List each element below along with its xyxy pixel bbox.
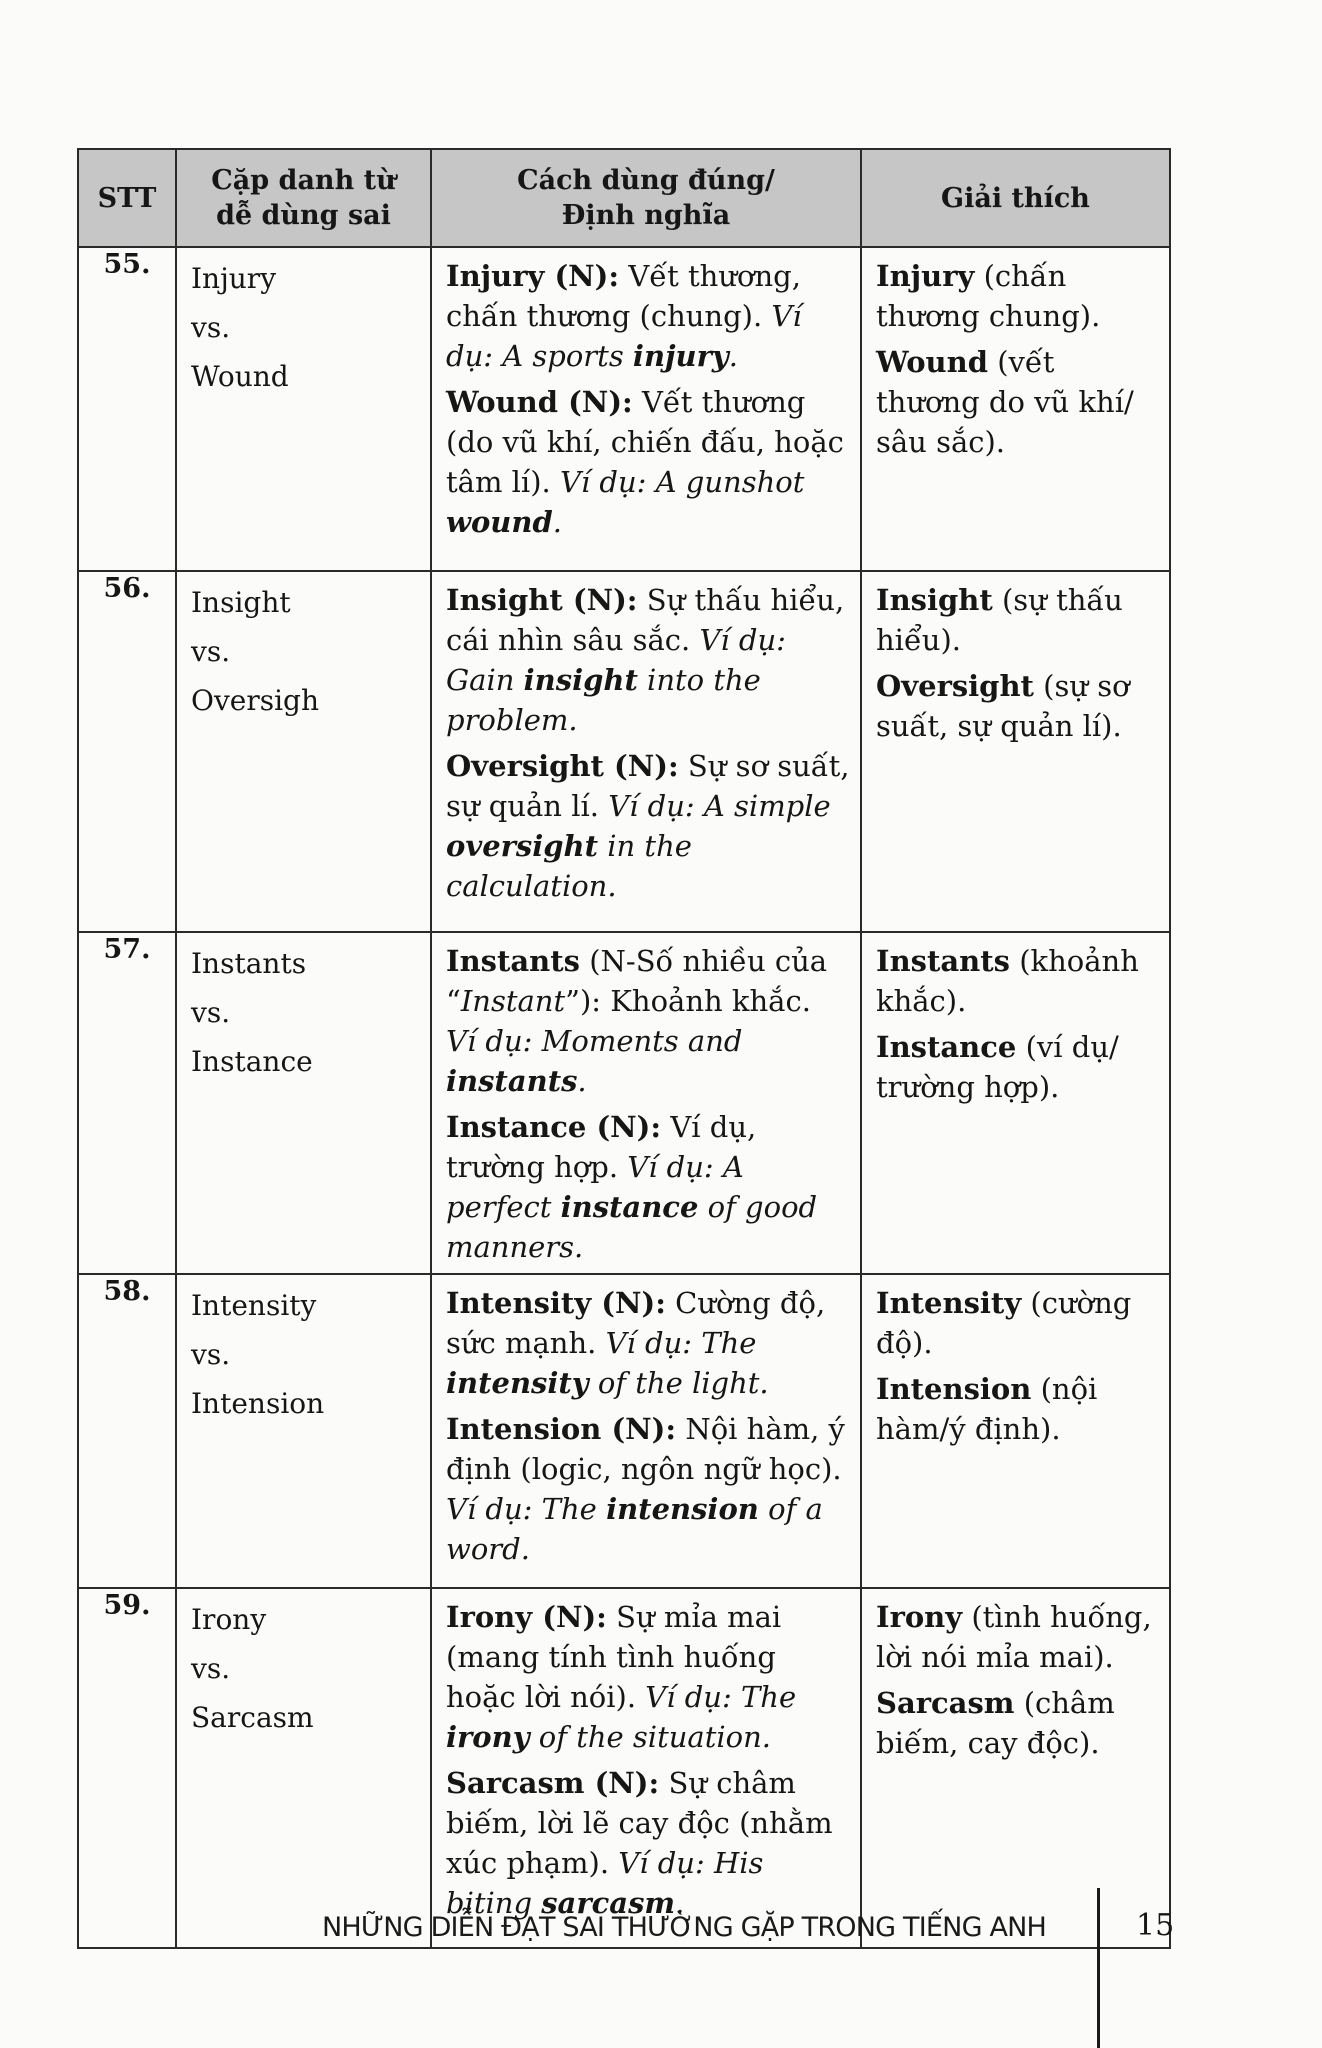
explanation-cell	[861, 1274, 1170, 1588]
table-row	[78, 1274, 1170, 1588]
row-number: 59.	[78, 1588, 176, 1948]
footer-divider	[1097, 1888, 1100, 2048]
example-lead: Ví dụ: The	[645, 1680, 797, 1714]
header-explain: Giải thích	[861, 149, 1170, 247]
word-2: Instance	[191, 1045, 313, 1078]
example-tail: .	[577, 1064, 587, 1098]
explanation-text: (vết thương do vũ khí/ sâu sắc).	[876, 345, 1134, 459]
headword: Instants	[446, 944, 580, 978]
header-usage	[431, 149, 861, 247]
explanation-cell	[861, 1588, 1170, 1948]
example-headword: intension	[606, 1492, 759, 1526]
example-headword: sarcasm	[541, 1886, 676, 1920]
headword: Intension	[876, 1372, 1032, 1406]
word-1: Irony	[191, 1603, 267, 1636]
row-number: 55.	[78, 247, 176, 571]
example-headword: instance	[560, 1190, 699, 1224]
definition-text: Sự mỉa mai (mang tính tình huống hoặc lời nói).	[446, 1600, 782, 1714]
headword: Instance	[876, 1030, 1017, 1064]
example-headword: instants	[446, 1064, 578, 1098]
definition-text: (N-Số nhiều của “	[446, 944, 828, 1018]
example-lead: Ví dụ: His biting	[446, 1846, 764, 1920]
headword: Wound	[876, 345, 988, 379]
definition-text: Vết thương, chấn thương (chung).	[446, 259, 801, 333]
example-headword: oversight	[446, 829, 599, 863]
example-headword: injury	[632, 339, 729, 373]
explanation-1	[876, 1597, 1159, 1677]
header-pair	[176, 149, 431, 247]
headword: Oversight	[876, 669, 1034, 703]
word-pair-cell	[176, 1274, 431, 1588]
headword: Instants	[876, 944, 1010, 978]
header-stt: STT	[78, 149, 176, 247]
example-lead: Ví dụ: A perfect	[446, 1150, 744, 1224]
explanation-text: (sự sơ suất, sự quản lí).	[876, 669, 1130, 743]
explanation-text: (khoảnh khắc).	[876, 944, 1139, 1018]
headword: Insight	[876, 583, 993, 617]
word-2: Wound	[191, 360, 289, 393]
example-lead: Ví dụ: A sports	[446, 299, 802, 373]
definition-cell	[431, 571, 861, 932]
definition-2	[446, 746, 850, 906]
example-tail: .	[675, 1886, 685, 1920]
explanation-1	[876, 1283, 1159, 1363]
word-pair-cell	[176, 932, 431, 1274]
header-pair-line2: dễ dùng sai	[216, 200, 391, 231]
headword: Irony (N):	[446, 1600, 607, 1634]
definition-2	[446, 1409, 850, 1569]
example-tail: .	[728, 339, 738, 373]
headword: Intension (N):	[446, 1412, 677, 1446]
definition-cell	[431, 932, 861, 1274]
explanation-text: (chấn thương chung).	[876, 259, 1101, 333]
header-usage-line1: Cách dùng đúng/	[517, 165, 775, 196]
word-2: Intension	[191, 1387, 325, 1420]
headword: Injury (N):	[446, 259, 620, 293]
explanation-text: (châm biếm, cay độc).	[876, 1686, 1115, 1760]
page-number: 15	[1136, 1908, 1175, 1943]
example-tail: in the calculation.	[446, 829, 692, 903]
headword: Insight (N):	[446, 583, 638, 617]
vs-label: vs.	[191, 996, 231, 1029]
definition-cell	[431, 247, 861, 571]
word-1: Insight	[191, 586, 291, 619]
example-lead: Ví dụ: A gunshot	[559, 465, 805, 499]
example-tail: of a word.	[446, 1492, 823, 1566]
word-1: Intensity	[191, 1289, 317, 1322]
vocabulary-table	[77, 148, 1171, 1949]
explanation-1	[876, 580, 1159, 660]
example-headword: wound	[446, 505, 553, 539]
vs-label: vs.	[191, 635, 231, 668]
definition-text: Vết thương (do vũ khí, chiến đấu, hoặc tâm lí).	[446, 385, 844, 499]
explanation-text: (nội hàm/ý định).	[876, 1372, 1098, 1446]
definition-2	[446, 1763, 850, 1923]
example-headword: irony	[446, 1720, 530, 1754]
vs-label: vs.	[191, 1338, 231, 1371]
definition-1	[446, 580, 850, 740]
headword: Sarcasm	[876, 1686, 1015, 1720]
example-lead: Ví dụ: Moments and	[446, 1024, 743, 1058]
explanation-text: (cường độ).	[876, 1286, 1132, 1360]
example-tail: .	[552, 505, 562, 539]
headword: Irony	[876, 1600, 963, 1634]
definition-text: Ví dụ, trường hợp.	[446, 1110, 757, 1184]
definition-2	[446, 382, 850, 542]
definition-2	[446, 1107, 850, 1267]
example-tail: of the light.	[588, 1366, 769, 1400]
headword: Intensity	[876, 1286, 1022, 1320]
vs-label: vs.	[191, 311, 231, 344]
headword: Sarcasm (N):	[446, 1766, 660, 1800]
table-row	[78, 571, 1170, 932]
headword: Oversight (N):	[446, 749, 679, 783]
row-number: 56.	[78, 571, 176, 932]
explanation-2	[876, 1683, 1159, 1763]
definition-text: Sự thấu hiểu, cái nhìn sâu sắc.	[446, 583, 845, 657]
word-pair-cell	[176, 247, 431, 571]
running-footer-title: NHỮNG DIỄN ĐẠT SAI THƯỜNG GẶP TRONG TIẾNG ANH	[322, 1912, 1047, 1943]
row-number: 58.	[78, 1274, 176, 1588]
definition-1	[446, 256, 850, 376]
table-row	[78, 1588, 1170, 1948]
headword: Wound (N):	[446, 385, 633, 419]
word-1: Injury	[191, 262, 277, 295]
example-headword: intensity	[446, 1366, 589, 1400]
definition-text: Sự châm biếm, lời lẽ cay độc (nhằm xúc phạm).	[446, 1766, 833, 1880]
explanation-text: (ví dụ/ trường hợp).	[876, 1030, 1119, 1104]
explanation-2	[876, 666, 1159, 746]
explanation-text: (sự thấu hiểu).	[876, 583, 1123, 657]
vs-label: vs.	[191, 1652, 231, 1685]
definition-1	[446, 1283, 850, 1403]
example-tail: into the problem.	[446, 663, 761, 737]
definition-text: Sự sơ suất, sự quản lí.	[446, 749, 850, 823]
example-lead: Ví dụ: Gain	[446, 623, 786, 697]
word-1: Instants	[191, 947, 307, 980]
example-tail: of good manners.	[446, 1190, 818, 1264]
word-pair-cell	[176, 571, 431, 932]
explanation-2	[876, 1027, 1159, 1107]
example-lead: Ví dụ: A simple	[608, 789, 831, 823]
definition-1	[446, 1597, 850, 1757]
row-number: 57.	[78, 932, 176, 1274]
definition-1	[446, 941, 850, 1101]
explanation-cell	[861, 932, 1170, 1274]
explanation-2	[876, 342, 1159, 462]
headword: Injury	[876, 259, 975, 293]
explanation-1	[876, 256, 1159, 336]
definition-cell	[431, 1588, 861, 1948]
explanation-cell	[861, 247, 1170, 571]
explanation-1	[876, 941, 1159, 1021]
explanation-2	[876, 1369, 1159, 1449]
example-headword: insight	[523, 663, 638, 697]
headword: Instance (N):	[446, 1110, 662, 1144]
explanation-cell	[861, 571, 1170, 932]
definition-italic-word: Instant	[460, 984, 566, 1018]
word-2: Sarcasm	[191, 1701, 314, 1734]
definition-text: ”): Khoảnh khắc.	[565, 984, 811, 1018]
example-lead: Ví dụ: The	[605, 1326, 757, 1360]
word-2: Oversigh	[191, 684, 320, 717]
header-usage-line2: Định nghĩa	[561, 200, 731, 231]
definition-text: Cường độ, sức mạnh.	[446, 1286, 826, 1360]
word-pair-cell	[176, 1588, 431, 1948]
table-row	[78, 932, 1170, 1274]
example-tail: of the situation.	[529, 1720, 771, 1754]
header-pair-line1: Cặp danh từ	[211, 165, 396, 196]
table-header-row	[78, 149, 1170, 247]
headword: Intensity (N):	[446, 1286, 666, 1320]
explanation-text: (tình huống, lời nói mỉa mai).	[876, 1600, 1152, 1674]
definition-cell	[431, 1274, 861, 1588]
table-row	[78, 247, 1170, 571]
definition-text: Nội hàm, ý định (logic, ngôn ngữ học).	[446, 1412, 845, 1486]
example-lead: Ví dụ: The	[446, 1492, 607, 1526]
